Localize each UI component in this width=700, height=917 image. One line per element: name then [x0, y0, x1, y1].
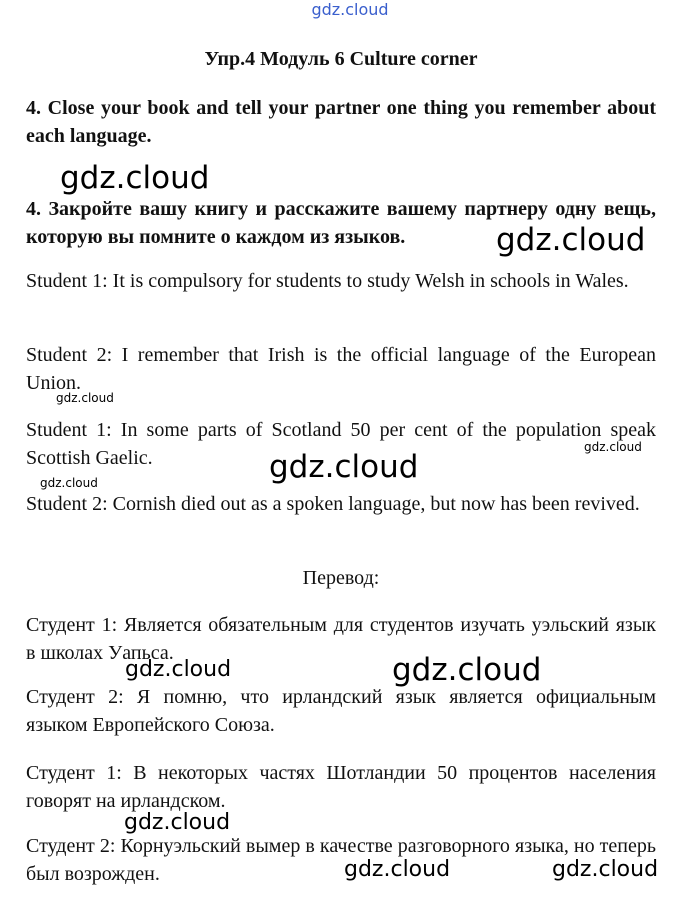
watermark: gdz.cloud: [60, 160, 210, 196]
dialogue-en-line-2: Student 2: I remember that Irish is the official language of the European Union.: [26, 344, 656, 394]
watermark: gdz.cloud: [584, 440, 642, 454]
dialogue-ru-line-3: Студент 1: В некоторых частях Шотландии 50 процентов населения говорят на ирландском.: [26, 762, 656, 812]
dialogue-ru-line-4: Студент 2: Корнуэльский вымер в качестве разговорного языка, но теперь был возрожден.: [26, 835, 656, 885]
task-english: 4. Close your book and tell your partner one thing you remember about each language.: [26, 97, 656, 147]
watermark: gdz.cloud: [552, 857, 659, 882]
watermark: gdz.cloud: [496, 222, 646, 258]
watermark: gdz.cloud: [124, 810, 231, 835]
dialogue-en-line-1: Student 1: It is compulsory for students to study Welsh in schools in Wales.: [26, 270, 629, 292]
site-header-watermark: gdz.cloud: [311, 0, 389, 19]
task-russian: 4. Закройте вашу книгу и расскажите вашему партнеру одну вещь, которую вы помните о каждом из языков.: [26, 198, 656, 248]
dialogue-en-line-3: Student 1: In some parts of Scotland 50 per cent of the population speak Scottish Gaelic.: [26, 419, 656, 469]
watermark: gdz.cloud: [125, 657, 232, 682]
dialogue-en-line-4: Student 2: Cornish died out as a spoken language, but now has been revived.: [26, 493, 640, 515]
dialogue-ru-line-2: Студент 2: Я помню, что ирландский язык является официальным языком Европейского Союза.: [26, 686, 656, 736]
dialogue-ru-line-1: Студент 1: Является обязательным для студентов изучать уэльский язык в школах Уапьса.: [26, 614, 656, 664]
watermark: gdz.cloud: [344, 857, 451, 882]
watermark: gdz.cloud: [269, 449, 419, 485]
watermark: gdz.cloud: [40, 476, 98, 490]
watermark: gdz.cloud: [56, 391, 114, 405]
watermark: gdz.cloud: [392, 652, 542, 688]
page-title: Упр.4 Модуль 6 Culture corner: [204, 48, 478, 70]
translation-heading: Перевод:: [302, 567, 380, 589]
